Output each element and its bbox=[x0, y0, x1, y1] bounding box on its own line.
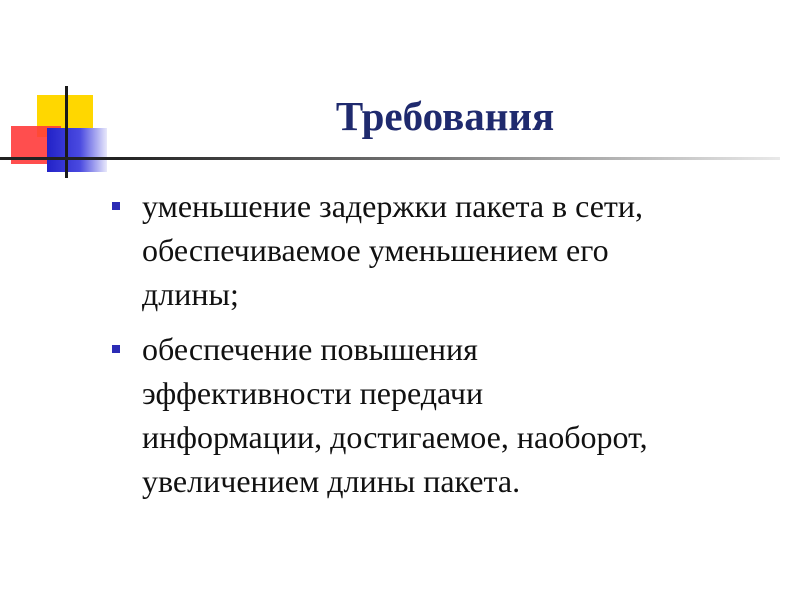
square-bullet-icon bbox=[112, 202, 120, 210]
title-underline-rule bbox=[0, 157, 780, 160]
decorative-squares-logo bbox=[0, 0, 120, 180]
bullet-text-line: эффективности передачи bbox=[142, 375, 484, 411]
bullet-item bbox=[108, 327, 788, 503]
bullet-list bbox=[108, 184, 788, 514]
square-bullet-icon bbox=[112, 345, 120, 353]
bullet-text-line: увеличением длины пакета. bbox=[142, 463, 521, 499]
bullet-text-line: информации, достигаемое, наоборот, bbox=[142, 419, 648, 455]
bullet-text-line: обеспечиваемое уменьшением его bbox=[142, 232, 609, 268]
blue-square bbox=[47, 128, 107, 172]
bullet-text-line: обеспечение повышения bbox=[142, 331, 478, 367]
bullet-item bbox=[108, 184, 788, 316]
vertical-rule bbox=[65, 86, 68, 178]
slide-title: Требования bbox=[335, 93, 555, 139]
bullet-text-line: уменьшение задержки пакета в сети, bbox=[142, 188, 644, 224]
bullet-text-line: длины; bbox=[142, 276, 239, 312]
